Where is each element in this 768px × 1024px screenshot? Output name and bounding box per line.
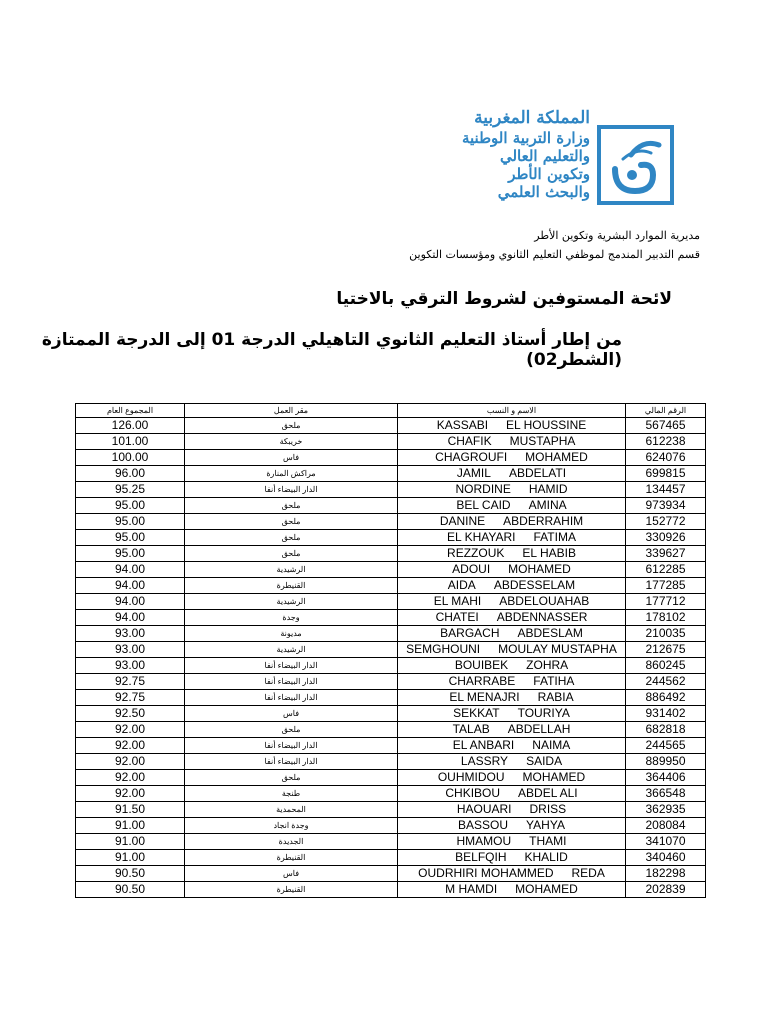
- ministry-logo: [597, 125, 674, 205]
- cell-name: [398, 834, 626, 850]
- cell-last-name: TALAB: [452, 722, 490, 736]
- cell-workplace: وجدة: [185, 610, 398, 626]
- cell-financial-id: 152772: [626, 514, 706, 530]
- cell-first-name: MOHAMED: [525, 450, 588, 464]
- cell-name: [398, 674, 626, 690]
- table-row: [76, 530, 706, 546]
- cell-last-name: BARGACH: [440, 626, 500, 640]
- cell-financial-id: 931402: [626, 706, 706, 722]
- cell-first-name: REDA: [571, 866, 605, 880]
- cell-first-name: KHALID: [524, 850, 568, 864]
- cell-total: 92.00: [76, 722, 185, 738]
- table-row: [76, 722, 706, 738]
- table-row: [76, 610, 706, 626]
- cell-first-name: MOULAY MUSTAPHA: [498, 642, 617, 656]
- cell-last-name: OUHMIDOU: [437, 770, 505, 784]
- cell-financial-id: 886492: [626, 690, 706, 706]
- cell-financial-id: 177285: [626, 578, 706, 594]
- cell-total: 91.00: [76, 818, 185, 834]
- cell-last-name: CHARRABE: [448, 674, 516, 688]
- cell-name: [398, 754, 626, 770]
- cell-first-name: EL HABIB: [522, 546, 576, 560]
- table-row: [76, 738, 706, 754]
- cell-name: [398, 498, 626, 514]
- cell-workplace: فاس: [185, 866, 398, 882]
- cell-workplace: خريبكة: [185, 434, 398, 450]
- cell-workplace: الدار البيضاء أنفا: [185, 482, 398, 498]
- table-row: [76, 770, 706, 786]
- cell-total: 92.75: [76, 674, 185, 690]
- cell-first-name: MOHAMED: [508, 562, 571, 576]
- cell-name: [398, 882, 626, 898]
- directorate-name: مديرية الموارد البشرية وتكوين الأطر: [534, 229, 700, 242]
- table-row: [76, 834, 706, 850]
- cell-total: 92.50: [76, 706, 185, 722]
- cell-last-name: EL MENAJRI: [449, 690, 520, 704]
- table-row: [76, 706, 706, 722]
- cell-first-name: ABDENNASSER: [496, 610, 588, 624]
- table-row: [76, 802, 706, 818]
- cell-workplace: القنيطرة: [185, 850, 398, 866]
- cell-name: [398, 546, 626, 562]
- header-workplace: مقر العمل: [185, 404, 398, 418]
- cell-total: 92.75: [76, 690, 185, 706]
- cell-workplace: فاس: [185, 706, 398, 722]
- table-row: [76, 546, 706, 562]
- cell-name: [398, 530, 626, 546]
- cell-workplace: الدار البيضاء أنفا: [185, 738, 398, 754]
- cell-total: 91.00: [76, 850, 185, 866]
- document-title: لائحة المستوفين لشروط الترقي بالاختيا: [336, 289, 672, 309]
- cell-name: [398, 418, 626, 434]
- cell-name: [398, 802, 626, 818]
- cell-total: 95.00: [76, 530, 185, 546]
- table-row: [76, 594, 706, 610]
- cell-total: 94.00: [76, 562, 185, 578]
- cell-workplace: ملحق: [185, 546, 398, 562]
- cell-workplace: الدار البيضاء أنفا: [185, 754, 398, 770]
- cell-financial-id: 612238: [626, 434, 706, 450]
- table-row: [76, 786, 706, 802]
- cell-last-name: EL MAHI: [433, 594, 482, 608]
- kingdom-name: المملكة المغربية: [474, 108, 590, 128]
- cell-first-name: FATIMA: [533, 530, 576, 544]
- cell-total: 126.00: [76, 418, 185, 434]
- cell-workplace: الدار البيضاء أنفا: [185, 690, 398, 706]
- cell-total: 92.00: [76, 754, 185, 770]
- cell-financial-id: 244565: [626, 738, 706, 754]
- cell-financial-id: 134457: [626, 482, 706, 498]
- cell-workplace: وجدة انجاد: [185, 818, 398, 834]
- cell-financial-id: 202839: [626, 882, 706, 898]
- cell-workplace: الجديدة: [185, 834, 398, 850]
- cell-total: 96.00: [76, 466, 185, 482]
- cell-first-name: SAIDA: [526, 754, 563, 768]
- cell-workplace: القنيطرة: [185, 882, 398, 898]
- cell-last-name: DANINE: [439, 514, 486, 528]
- cell-workplace: فاس: [185, 450, 398, 466]
- table-header-row: [76, 404, 706, 418]
- cell-name: [398, 722, 626, 738]
- cell-name: [398, 658, 626, 674]
- table-row: [76, 850, 706, 866]
- cell-financial-id: 178102: [626, 610, 706, 626]
- cell-total: 94.00: [76, 594, 185, 610]
- cell-last-name: ADOUI: [452, 562, 491, 576]
- cell-name: [398, 594, 626, 610]
- table-row: [76, 642, 706, 658]
- table-row: [76, 578, 706, 594]
- table-row: [76, 466, 706, 482]
- cell-total: 94.00: [76, 578, 185, 594]
- ministry-header: [310, 108, 590, 201]
- cell-total: 91.00: [76, 834, 185, 850]
- cell-total: 94.00: [76, 610, 185, 626]
- cell-last-name: SEMGHOUNI: [406, 642, 481, 656]
- cell-workplace: المحمدية: [185, 802, 398, 818]
- cell-name: [398, 450, 626, 466]
- cell-total: 95.00: [76, 546, 185, 562]
- directorate-info: [409, 226, 700, 264]
- cell-last-name: BEL CAID: [456, 498, 511, 512]
- cell-financial-id: 244562: [626, 674, 706, 690]
- table-row: [76, 418, 706, 434]
- table-row: [76, 514, 706, 530]
- header-financial-id: الرقم المالي: [626, 404, 706, 418]
- cell-workplace: الرشيدية: [185, 562, 398, 578]
- cell-first-name: ABDESLAM: [517, 626, 583, 640]
- cell-first-name: TOURIYA: [517, 706, 570, 720]
- cell-name: [398, 562, 626, 578]
- cell-last-name: BOUIBEK: [454, 658, 509, 672]
- table-row: [76, 658, 706, 674]
- cell-total: 91.50: [76, 802, 185, 818]
- cell-total: 95.00: [76, 498, 185, 514]
- cell-total: 90.50: [76, 866, 185, 882]
- cell-total: 93.00: [76, 658, 185, 674]
- cell-last-name: M HAMDI: [445, 882, 498, 896]
- cell-financial-id: 682818: [626, 722, 706, 738]
- cell-workplace: الدار البيضاء أنفا: [185, 658, 398, 674]
- cell-name: [398, 434, 626, 450]
- table-row: [76, 754, 706, 770]
- cell-workplace: طنجة: [185, 786, 398, 802]
- cell-last-name: REZZOUK: [447, 546, 505, 560]
- cell-first-name: RABIA: [537, 690, 574, 704]
- cell-last-name: EL KHAYARI: [447, 530, 516, 544]
- cell-name: [398, 738, 626, 754]
- cell-first-name: EL HOUSSINE: [506, 418, 587, 432]
- cell-first-name: YAHYA: [526, 818, 565, 832]
- table-row: [76, 674, 706, 690]
- cell-total: 100.00: [76, 450, 185, 466]
- table-row: [76, 690, 706, 706]
- cell-total: 92.00: [76, 786, 185, 802]
- cell-workplace: القنيطرة: [185, 578, 398, 594]
- cell-financial-id: 210035: [626, 626, 706, 642]
- cell-last-name: NORDINE: [455, 482, 511, 496]
- cell-first-name: NAIMA: [532, 738, 571, 752]
- cell-first-name: ABDESSELAM: [493, 578, 576, 592]
- cell-financial-id: 889950: [626, 754, 706, 770]
- cell-name: [398, 706, 626, 722]
- cell-total: 92.00: [76, 770, 185, 786]
- cell-name: [398, 610, 626, 626]
- cell-first-name: ABDELLAH: [507, 722, 571, 736]
- cell-first-name: ABDELOUAHAB: [499, 594, 590, 608]
- cell-last-name: BELFQIH: [455, 850, 507, 864]
- document-subtitle: من إطار أستاذ التعليم الثانوي التاهيلي الدرجة 01 إلى الدرجة الممتازة (الشطر02): [41, 330, 622, 370]
- cell-first-name: MOHAMED: [515, 882, 578, 896]
- ministry-name-line: والبحث العلمي: [497, 183, 590, 201]
- cell-financial-id: 339627: [626, 546, 706, 562]
- cell-financial-id: 624076: [626, 450, 706, 466]
- candidates-table: [75, 403, 706, 898]
- cell-financial-id: 973934: [626, 498, 706, 514]
- cell-financial-id: 860245: [626, 658, 706, 674]
- cell-name: [398, 642, 626, 658]
- header-name: الاسم و النسب: [398, 404, 626, 418]
- table-row: [76, 450, 706, 466]
- cell-workplace: الرشيدية: [185, 594, 398, 610]
- cell-workplace: الرشيدية: [185, 642, 398, 658]
- cell-name: [398, 786, 626, 802]
- cell-first-name: MOHAMED: [522, 770, 586, 784]
- table-row: [76, 866, 706, 882]
- ministry-name-line: وتكوين الأطر: [508, 165, 590, 183]
- cell-name: [398, 866, 626, 882]
- cell-last-name: CHAGROUFI: [435, 450, 508, 464]
- header-total: المجموع العام: [76, 404, 185, 418]
- cell-last-name: LASSRY: [460, 754, 509, 768]
- cell-workplace: مراكش المنارة: [185, 466, 398, 482]
- cell-financial-id: 362935: [626, 802, 706, 818]
- cell-first-name: ABDELATI: [508, 466, 567, 480]
- cell-financial-id: 182298: [626, 866, 706, 882]
- cell-name: [398, 690, 626, 706]
- table-row: [76, 882, 706, 898]
- cell-financial-id: 612285: [626, 562, 706, 578]
- cell-total: 95.00: [76, 514, 185, 530]
- table-row: [76, 498, 706, 514]
- division-name: قسم التدبير المندمج لموظفي التعليم الثانوي ومؤسسات التكوين: [409, 248, 700, 261]
- cell-total: 90.50: [76, 882, 185, 898]
- cell-workplace: ملحق: [185, 498, 398, 514]
- cell-name: [398, 578, 626, 594]
- cell-last-name: OUDRHIRI MOHAMMED: [418, 866, 554, 880]
- cell-name: [398, 770, 626, 786]
- cell-financial-id: 567465: [626, 418, 706, 434]
- cell-financial-id: 364406: [626, 770, 706, 786]
- cell-financial-id: 208084: [626, 818, 706, 834]
- cell-first-name: THAMI: [529, 834, 567, 848]
- cell-name: [398, 850, 626, 866]
- cell-name: [398, 514, 626, 530]
- table-row: [76, 562, 706, 578]
- cell-last-name: HMAMOU: [456, 834, 512, 848]
- cell-name: [398, 626, 626, 642]
- cell-first-name: DRISS: [529, 802, 567, 816]
- cell-last-name: CHATEI: [435, 610, 479, 624]
- cell-total: 93.00: [76, 642, 185, 658]
- table-row: [76, 626, 706, 642]
- cell-first-name: AMINA: [528, 498, 567, 512]
- table-row: [76, 434, 706, 450]
- ministry-name-line: والتعليم العالي: [499, 147, 590, 165]
- cell-financial-id: 699815: [626, 466, 706, 482]
- cell-last-name: JAMIL: [456, 466, 491, 480]
- table-row: [76, 482, 706, 498]
- cell-last-name: AIDA: [447, 578, 476, 592]
- table-row: [76, 818, 706, 834]
- cell-workplace: مديونة: [185, 626, 398, 642]
- cell-workplace: ملحق: [185, 514, 398, 530]
- cell-financial-id: 177712: [626, 594, 706, 610]
- cell-total: 93.00: [76, 626, 185, 642]
- cell-last-name: SEKKAT: [453, 706, 500, 720]
- cell-first-name: MUSTAPHA: [509, 434, 576, 448]
- cell-last-name: HAOUARI: [456, 802, 512, 816]
- cell-name: [398, 818, 626, 834]
- cell-total: 101.00: [76, 434, 185, 450]
- cell-last-name: BASSOU: [458, 818, 509, 832]
- cell-name: [398, 466, 626, 482]
- cell-last-name: CHKIBOU: [445, 786, 501, 800]
- cell-workplace: ملحق: [185, 722, 398, 738]
- cell-name: [398, 482, 626, 498]
- cell-financial-id: 341070: [626, 834, 706, 850]
- cell-first-name: ABDEL ALI: [518, 786, 578, 800]
- cell-last-name: CHAFIK: [447, 434, 492, 448]
- cell-workplace: ملحق: [185, 418, 398, 434]
- cell-workplace: ملحق: [185, 770, 398, 786]
- cell-first-name: ABDERRAHIM: [503, 514, 584, 528]
- cell-workplace: ملحق: [185, 530, 398, 546]
- cell-first-name: ZOHRA: [526, 658, 569, 672]
- cell-financial-id: 340460: [626, 850, 706, 866]
- cell-financial-id: 330926: [626, 530, 706, 546]
- cell-first-name: FATIHA: [533, 674, 575, 688]
- cell-total: 92.00: [76, 738, 185, 754]
- cell-financial-id: 366548: [626, 786, 706, 802]
- ministry-name-line: وزارة التربية الوطنية: [461, 129, 590, 147]
- cell-first-name: HAMID: [528, 482, 568, 496]
- logo-emblem-icon: [601, 129, 670, 201]
- cell-workplace: الدار البيضاء أنفا: [185, 674, 398, 690]
- cell-financial-id: 212675: [626, 642, 706, 658]
- cell-last-name: KASSABI: [436, 418, 489, 432]
- cell-last-name: EL ANBARI: [452, 738, 515, 752]
- cell-total: 95.25: [76, 482, 185, 498]
